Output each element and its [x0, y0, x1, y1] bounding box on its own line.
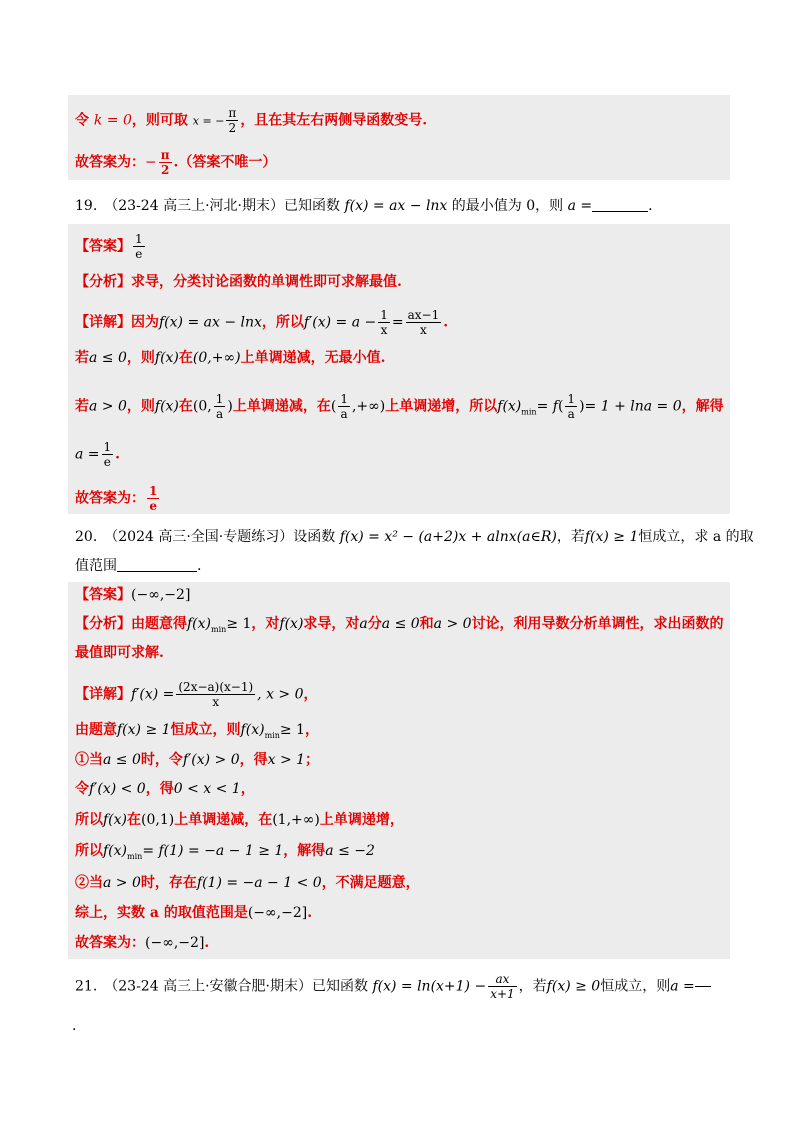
q21-trailing-period: .	[72, 1018, 77, 1034]
q19-analysis: 【分析】求导，分类讨论函数的单调性即可求解最值.	[75, 274, 402, 290]
question-20: 20. （2024 高三·全国·专题练习）设函数 f(x) = x² − (a+2)x + alnx(a∈R)，若f(x) ≥ 1恒成立，求 a 的取	[75, 529, 754, 545]
q20-detail-5: 所以f(x)在(0,1)上单调递减，在(1,+∞)上单调递增，	[75, 812, 404, 828]
q19-detail-3: 若a > 0，则f(x)在(0, $\frac{1}{a}$ )上单调递减，在( $\frac{1}{a}$ ,+∞)上单调递增，所以$f(x)_{min}= f$( $\frac{1}{a}$ )= 1 + lna = 0，解得	[75, 392, 724, 421]
q20-detail-6: 所以$f(x)_{min}= f(1) = -a - 1 \ge 1$，解得a ≤ −2	[75, 843, 375, 861]
q20-detail-8: 综上，实数 a 的取值范围是(−∞,−2].	[75, 905, 313, 921]
question-19: 19. （23-24 高三上·河北·期末）已知函数 f(x) = ax − lnx 的最小值为 0，则 a = .	[75, 198, 653, 214]
q20-detail-1: 【详解】f′(x) = $\frac{(2x-a)(x-1)}{x}$ , x > 0，	[75, 680, 318, 709]
q19-detail-1: 【详解】因为f(x) = ax − lnx，所以f′(x) = a − $\frac{1}{x}$ = $\frac{ax-1}{x}$ .	[75, 308, 449, 337]
q20-detail-7: ②当a > 0时，存在f(1) = −a − 1 < 0，不满足题意，	[75, 875, 420, 891]
q20-final-answer: 故答案为：(−∞,−2].	[75, 935, 210, 951]
q20-analysis-2: 最值即可求解.	[75, 645, 164, 661]
q18-detail-line: 令 k = 0，则可取 x = − $\frac{\pi}{2}$ ，且在其左右两侧导函数变号.	[75, 106, 428, 135]
q20-detail-4: 令f′(x) < 0，得0 < x < 1，	[75, 781, 255, 797]
q20-answer: 【答案】(−∞,−2]	[75, 587, 191, 603]
q20-detail-3: ①当a ≤ 0时，令f′(x) > 0，得x > 1；	[75, 752, 320, 768]
q19-answer: 【答案】 $\frac{1}{e}$	[75, 232, 143, 261]
q18-final-answer: 故答案为：− $\frac{\pi}{2}$ .（答案不唯一）	[75, 148, 277, 177]
question-21: 21. （23-24 高三上·安徽合肥·期末）已知函数 f(x) = ln(x+1) − $\frac{ax}{x+1}$ ，若f(x) ≥ 0恒成立，则a =	[75, 972, 711, 1001]
question-20-line2: 值范围 .	[75, 558, 202, 574]
q20-detail-2: 由题意f(x) ≥ 1恒成立，则$f(x)_{min}\ge 1$，	[75, 722, 319, 740]
q20-analysis-1: 【分析】由题意得$f(x)_{min}\ge 1$，对f(x)求导，对a分a ≤ 0和a > 0讨论，利用导数分析单调性，求出函数的	[75, 616, 724, 634]
q19-detail-4: a = $\frac{1}{e}$ .	[75, 440, 121, 469]
answer-block-q19	[68, 224, 730, 514]
q19-detail-2: 若a ≤ 0，则f(x)在(0,+∞)上单调递减，无最小值.	[75, 350, 386, 366]
q19-final-answer: 故答案为： $\frac{1}{e}$	[75, 484, 158, 513]
